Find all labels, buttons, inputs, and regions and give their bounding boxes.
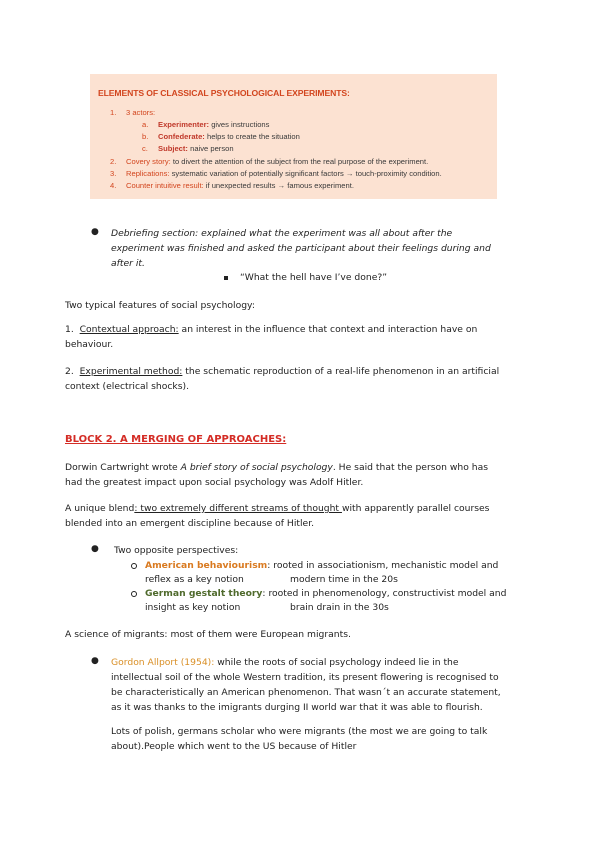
polish-line-2: about).People which went to the US because of Hitler: [111, 741, 357, 752]
box-item-2: 2. Covery story: to divert the attention of the subject from the real purpose of the experiment.: [110, 157, 429, 166]
feature-2: 2. Experimental method: the schematic reproduction of a real-life phenomenon in an artificial: [65, 366, 500, 377]
feature-1: 1. Contextual approach: an interest in the influence that context and interaction have on: [65, 324, 478, 335]
box-item-3: 3. Replications: systematic variation of potentially significant factors → touch-proximity condition.: [110, 169, 442, 178]
blend-line-2: blended into an emergent discipline because of Hitler.: [65, 518, 315, 529]
polish-line-1: Lots of polish, germans scholar who were migrants (the most we are going to talk: [111, 726, 488, 737]
debrief-line-2: experiment was finished and asked the participant about their feelings during and: [111, 243, 491, 254]
box-sub-a: a. Experimenter: gives instructions: [142, 120, 270, 129]
german-time: brain drain in the 30s: [290, 602, 389, 613]
block2-heading: BLOCK 2. A MERGING OF APPROACHES:: [65, 434, 287, 445]
allport-line-4: as it was thanks to the imigrants durging II world war that it was able to flourish.: [111, 702, 483, 713]
debrief-quote: “What the hell have I’ve done?”: [240, 272, 387, 283]
square-bullet: [224, 276, 228, 280]
bullet-dot: ●: [91, 544, 99, 554]
circle-bullet: [131, 563, 137, 569]
perspectives-label: Two opposite perspectives:: [114, 545, 239, 556]
allport-line-2: intellectual soil of the whole Western tradition, its present flowering is recognised to: [111, 672, 499, 683]
feature-2-line-2: context (electrical shocks).: [65, 381, 190, 392]
features-intro: Two typical features of social psychology:: [65, 300, 255, 311]
german-line-2: insight as key notion: [145, 602, 241, 613]
american-line-2: reflex as a key notion: [145, 574, 244, 585]
debrief-line-3: after it.: [111, 258, 145, 269]
cartwright-line-2: had the greatest impact upon social psychology was Adolf Hitler.: [65, 477, 364, 488]
blend-line-1: A unique blend: two extremely different streams of thought with apparently parallel courses: [65, 503, 490, 514]
migrants-line: A science of migrants: most of them were European migrants.: [65, 629, 351, 640]
allport-line-3: be characteristically an American phenomenon. That wasn´t an accurate statement,: [111, 687, 501, 698]
bullet-dot: ●: [91, 227, 99, 237]
cartwright-line-1: Dorwin Cartwright wrote A brief story of social psychology. He said that the person who has: [65, 462, 488, 473]
debrief-line-1: Debriefing section: explained what the experiment was all about after the: [111, 228, 453, 239]
circle-bullet: [131, 591, 137, 597]
german-line-1: German gestalt theory: rooted in phenomenology, constructivist model and: [145, 588, 507, 599]
box-sub-b: b. Confederate: helps to create the situation: [142, 132, 300, 141]
allport-line-1: Gordon Allport (1954): while the roots of social psychology indeed lie in the: [111, 657, 459, 668]
box-item-1: 1. 3 actors:: [110, 108, 156, 117]
american-time: modern time in the 20s: [290, 574, 398, 585]
box-title: ELEMENTS OF CLASSICAL PSYCHOLOGICAL EXPERIMENTS:: [98, 88, 350, 98]
box-item-4: 4. Counter intuitive result: if unexpected results → famous experiment.: [110, 181, 354, 190]
box-sub-c: c. Subject: naive person: [142, 144, 234, 153]
feature-1-line-2: behaviour.: [65, 339, 114, 350]
american-line-1: American behaviourism: rooted in associationism, mechanistic model and: [145, 560, 499, 571]
bullet-dot: ●: [91, 656, 99, 666]
elements-box: [90, 74, 497, 199]
